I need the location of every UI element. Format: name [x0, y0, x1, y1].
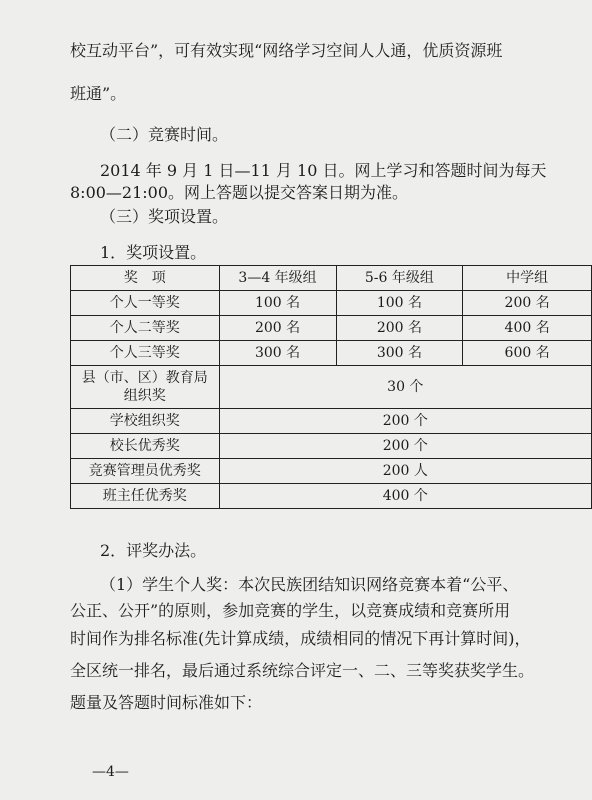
- table-cell: 600 名: [463, 341, 592, 366]
- row-label: 个人二等奖: [71, 316, 220, 341]
- merged-cell: 30 个: [219, 366, 591, 409]
- table-row: [71, 409, 592, 434]
- row-label: 竞赛管理员优秀奖: [71, 459, 220, 484]
- table-row: [71, 459, 592, 484]
- table-row: [71, 291, 592, 316]
- page-number: —4—: [92, 764, 129, 780]
- table-row: [71, 341, 592, 366]
- sub-heading: 2．评奖办法。: [100, 541, 207, 560]
- paragraph-line: 全区统一排名，最后通过系统综合评定一、二、三等奖获奖学生。: [70, 661, 535, 680]
- table-cell: 100 名: [336, 291, 463, 316]
- row-label: 班主任优秀奖: [71, 484, 220, 509]
- table-row: [71, 434, 592, 459]
- awards-table: [70, 265, 592, 509]
- table-cell: 300 名: [336, 341, 463, 366]
- table-header-row: [71, 266, 592, 291]
- row-label-line: 县（市、区）教育局: [81, 370, 208, 386]
- table-cell: 200 名: [219, 316, 336, 341]
- table-cell: 200 名: [336, 316, 463, 341]
- merged-cell: 200 人: [219, 459, 591, 484]
- row-label-line: 组织奖: [123, 388, 166, 404]
- table-header-cell: 奖 项: [71, 266, 220, 291]
- paragraph-line: 8:00—21:00。网上答题以提交答案日期为准。: [70, 183, 409, 202]
- paragraph-line: 题量及答题时间标准如下：: [70, 693, 263, 712]
- row-label: 个人三等奖: [71, 341, 220, 366]
- table-row: [71, 484, 592, 509]
- table-header-cell: 3—4 年级组: [219, 266, 336, 291]
- paragraph-line: 班通”。: [70, 84, 127, 103]
- paragraph-line: 公正、公开”的原则，参加竞赛的学生，以竞赛成绩和竞赛所用: [70, 601, 511, 620]
- table-header-cell: 中学组: [463, 266, 592, 291]
- merged-cell: 200 个: [219, 409, 591, 434]
- merged-cell: 200 个: [219, 434, 591, 459]
- section-heading: （三）奖项设置。: [100, 207, 229, 226]
- table-header-cell: 5-6 年级组: [336, 266, 463, 291]
- row-label: 个人一等奖: [71, 291, 220, 316]
- row-label: 校长优秀奖: [71, 434, 220, 459]
- table-cell: 300 名: [219, 341, 336, 366]
- paragraph-line: 2014 年 9 月 1 日—11 月 10 日。网上学习和答题时间为每天: [100, 161, 547, 180]
- paragraph-line: （1）学生个人奖：本次民族团结知识网络竞赛本着“公平、: [100, 575, 519, 594]
- paragraph-line: 时间作为排名标准(先计算成绩，成绩相同的情况下再计算时间)，: [70, 629, 531, 648]
- paragraph-line: 校互动平台”，可有效实现“网络学习空间人人通，优质资源班: [70, 41, 503, 60]
- sub-heading: 1．奖项设置。: [100, 243, 207, 262]
- row-label: [71, 366, 220, 409]
- awards-table-wrapper: [70, 265, 592, 509]
- table-row: [71, 366, 592, 409]
- table-cell: 400 名: [463, 316, 592, 341]
- row-label: 学校组织奖: [71, 409, 220, 434]
- table-cell: 100 名: [219, 291, 336, 316]
- table-cell: 200 名: [463, 291, 592, 316]
- section-heading: （二）竞赛时间。: [100, 125, 229, 144]
- table-row: [71, 316, 592, 341]
- merged-cell: 400 个: [219, 484, 591, 509]
